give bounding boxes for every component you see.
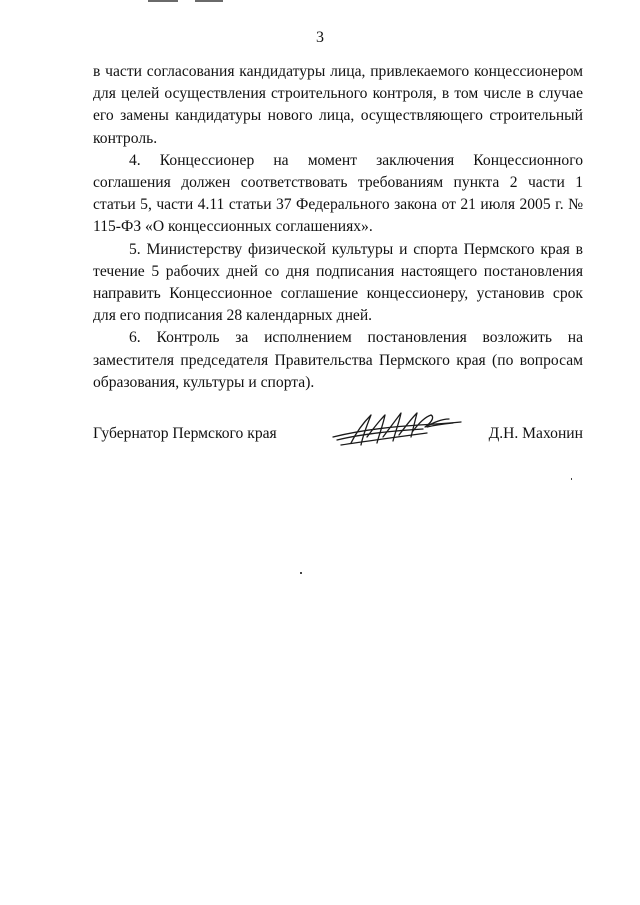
scan-edge-mark <box>148 0 178 2</box>
scan-speck <box>571 478 572 480</box>
signatory-title: Губернатор Пермского края <box>93 425 277 442</box>
document-body <box>93 61 583 394</box>
paragraph-5: 5. Министерству физической культуры и спорта Пермского края в течение 5 рабочих дней со дня подписания настоящего постановления направить Концессионное соглашение концессионеру, установив срок для его подписания 28 календарных дней. <box>93 240 583 325</box>
signatory-name: Д.Н. Махонин <box>488 425 583 442</box>
page-number: 3 <box>316 29 324 46</box>
paragraph-continuation: в части согласования кандидатуры лица, привлекаемого концессионером для целей осуществления строительного контроля, в том числе в случае его замены кандидатуры нового лица, осуществляющего строительный контроль. <box>93 63 583 147</box>
handwritten-signature <box>327 407 467 452</box>
paragraph-4: 4. Концессионер на момент заключения Концессионного соглашения должен соответствовать требованиям пункта 2 части 1 статьи 5, части 4.11 статьи 37 Федерального закона от 21 июля 2005 г. № 115-ФЗ «О концессионных соглашениях». <box>93 151 583 236</box>
scan-speck <box>300 572 302 574</box>
paragraph-6: 6. Контроль за исполнением постановления возложить на заместителя председателя Правительства Пермского края (по вопросам образования, культуры и спорта). <box>93 329 583 391</box>
scan-edge-mark <box>195 0 223 2</box>
